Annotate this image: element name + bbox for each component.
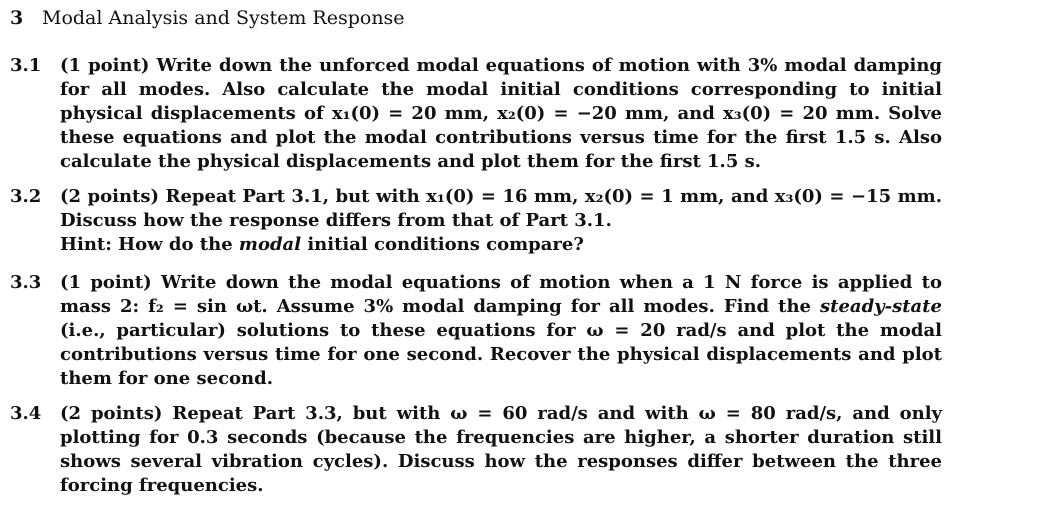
problem-statement xyxy=(60,271,942,391)
problem-text xyxy=(60,271,942,391)
problem-statement: (2 points) Repeat Part 3.1, but with x₁(0) = 16 mm, x₂(0) = 1 mm, and x₃(0) = −15 mm. Discuss how the response differs from that of Part 3.1. xyxy=(60,186,942,231)
hint-text xyxy=(60,233,942,257)
hint-suffix: initial conditions compare? xyxy=(301,234,584,255)
problem-number: 3.1 xyxy=(10,55,42,76)
problem-number: 3.3 xyxy=(10,272,42,293)
section-number: 3 xyxy=(10,7,24,29)
statement-part-a: (1 point) Write down the modal equations of motion when a 1 N force is applied to mass 2: f₂ = sin ωt. Assume 3% modal damping for all modes. Find the xyxy=(60,272,942,317)
problem-text xyxy=(60,54,942,174)
hint-prefix: Hint: How do the xyxy=(60,234,239,255)
hint-emphasis: modal xyxy=(238,234,302,255)
problem-statement: (1 point) Write down the unforced modal equations of motion with 3% modal damping for all modes. Also calculate the modal initial conditions corresponding to initial physical displacements of x₁(0) = 20 mm, x₂(0) = −20 mm, and x₃(0) = 20 mm. Solve these equations and plot the modal contributions versus time for the first 1.5 s. Also calculate the physical displacements and plot them for the first 1.5 s. xyxy=(60,55,942,172)
problem-statement: (2 points) Repeat Part 3.3, but with ω = 60 rad/s and with ω = 80 rad/s, and only plotting for 0.3 seconds (because the frequencies are higher, a shorter duration still shows several vibration cycles). Discuss how the responses differ between the three forcing frequencies. xyxy=(60,403,942,496)
problem-number: 3.4 xyxy=(10,403,42,424)
problem-text xyxy=(60,185,942,257)
section-heading xyxy=(10,7,405,29)
statement-part-b: (i.e., particular) solutions to these equations for ω = 20 rad/s and plot the modal contributions versus time for one second. Recover the physical displacements and plot them for one second. xyxy=(60,320,942,389)
problem-text xyxy=(60,402,942,498)
section-title: Modal Analysis and System Response xyxy=(42,7,405,29)
statement-emphasis: steady-state xyxy=(820,296,942,317)
problem-number: 3.2 xyxy=(10,186,42,207)
